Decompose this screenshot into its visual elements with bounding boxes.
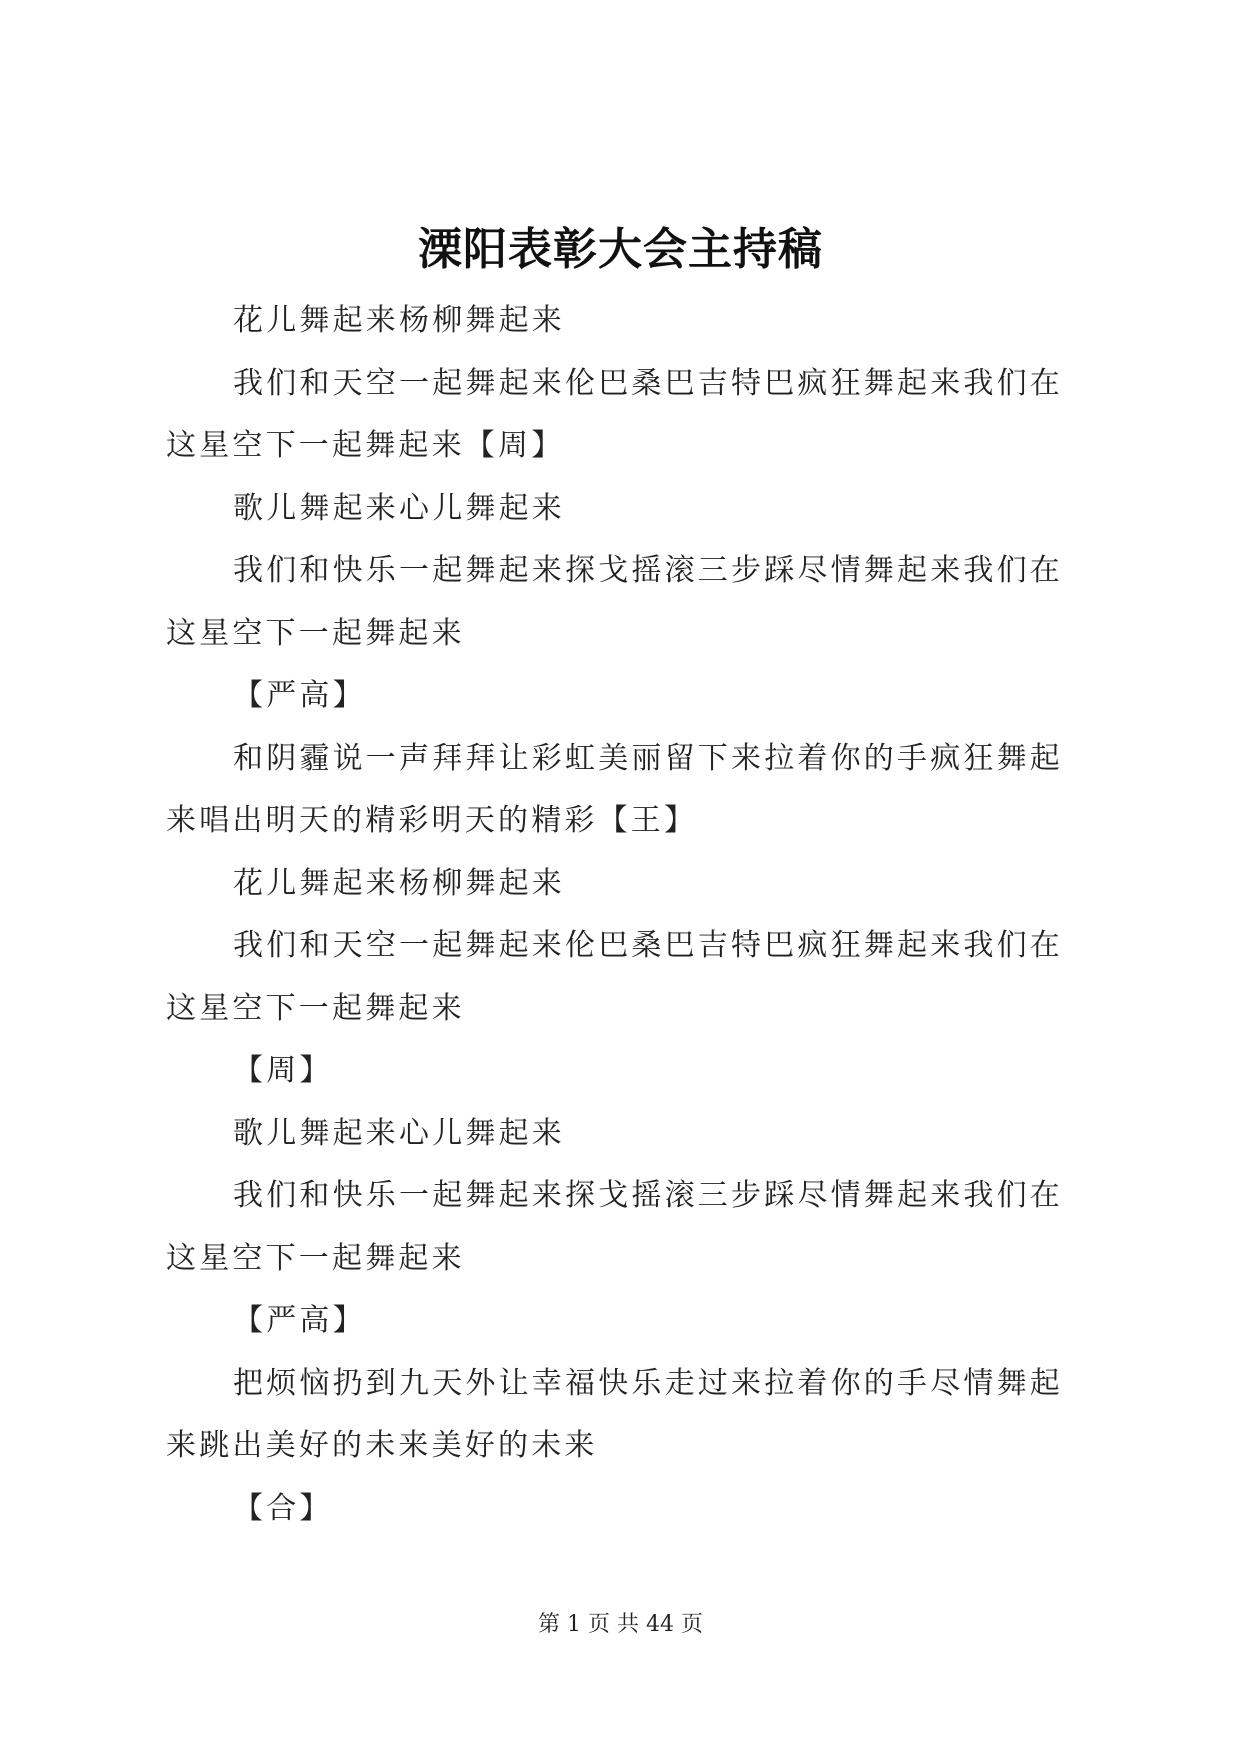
paragraph: 我们和天空一起舞起来伦巴桑巴吉特巴疯狂舞起来我们在这星空下一起舞起来 — [166, 928, 1063, 1026]
paragraph: 【严高】 — [233, 678, 366, 713]
paragraph: 和阴霾说一声拜拜让彩虹美丽留下来拉着你的手疯狂舞起来唱出明天的精彩明天的精彩【王】 — [166, 740, 1063, 838]
paragraph: 歌儿舞起来心儿舞起来 — [233, 1115, 565, 1151]
paragraph: 我们和天空一起舞起来伦巴桑巴吉特巴疯狂舞起来我们在这星空下一起舞起来【周】 — [166, 365, 1063, 463]
document-title: 溧阳表彰大会主持稿 — [418, 224, 823, 275]
page-footer: 第 1 页 共 44 页 — [538, 1612, 703, 1637]
paragraph: 【合】 — [233, 1490, 333, 1526]
paragraph: 我们和快乐一起舞起来探戈摇滚三步踩尽情舞起来我们在这星空下一起舞起来 — [166, 553, 1063, 651]
paragraph: 歌儿舞起来心儿舞起来 — [233, 490, 565, 526]
paragraph: 花儿舞起来杨柳舞起来 — [233, 303, 565, 338]
paragraph: 【周】 — [233, 1053, 333, 1088]
paragraph: 花儿舞起来杨柳舞起来 — [233, 865, 565, 901]
paragraph: 【严高】 — [233, 1303, 366, 1338]
paragraph: 我们和快乐一起舞起来探戈摇滚三步踩尽情舞起来我们在这星空下一起舞起来 — [166, 1178, 1063, 1276]
document-body — [166, 290, 1086, 1540]
paragraph: 把烦恼扔到九天外让幸福快乐走过来拉着你的手尽情舞起来跳出美好的未来美好的未来 — [166, 1365, 1063, 1463]
